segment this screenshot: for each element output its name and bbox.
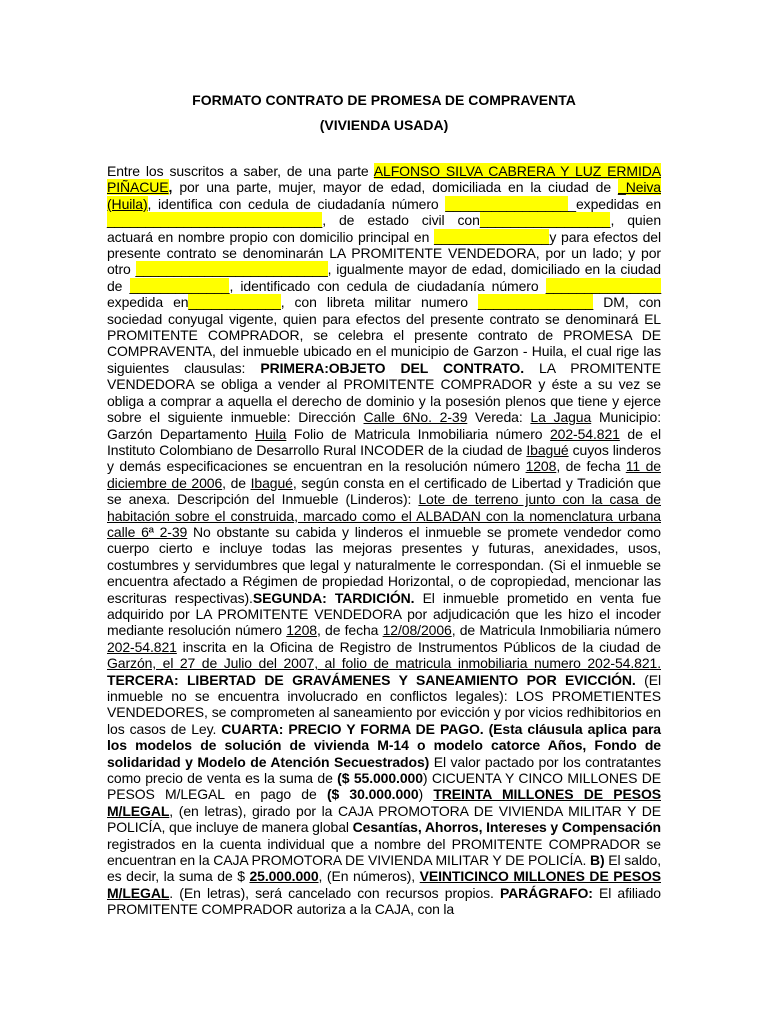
- contract-segment: ,: [168, 179, 173, 196]
- contract-segment: ALFONSO SILVA CABRERA Y LUZ ERMIDA PIÑACUE: [107, 163, 662, 196]
- contract-segment: , de Matricula Inmobiliaria número: [451, 622, 661, 639]
- contract-segment: TERCERA: LIBERTAD DE GRAVÁMENES Y SANEAMIENTO POR EVICCIÓN.: [107, 671, 636, 688]
- contract-segment: _expedidas en: [568, 195, 662, 212]
- contract-segment: , (en letras), girado por la CAJA PROMOTORA DE VIVIENDA MILITAR Y DE POLICÍA, que incluye de manera global: [107, 802, 661, 836]
- contract-segment: SEGUNDA: TARDICIÓN.: [252, 589, 415, 606]
- contract-segment: ____________________________: [107, 212, 323, 229]
- contract-segment: LA PROMITENTE VENDEDORA se obliga a vender al PROMITENTE COMPRADOR y éste a su vez se obliga a comprar a aquella el derecho de dominio y la posesión plenos que tiene y ejerce sobre el siguiente inmueble: Dirección: [107, 359, 661, 426]
- contract-segment: El valor pactado por los contratantes como precio de venta es la suma de: [107, 753, 661, 787]
- contract-segment: , (En números),: [318, 868, 420, 885]
- contract-segment: Garzón, el 27 de Julio del 2007, al folio de matricula inmobiliaria numero 202-54.821.: [107, 655, 661, 672]
- contract-segment: 12/08/2006: [382, 622, 452, 639]
- contract-segment: _______________: [434, 228, 550, 245]
- contract-segment: de el Instituto Colombiano de Desarrollo Rural INCODER de la ciudad de: [107, 425, 662, 458]
- contract-segment: No obstante su cabida y linderos el inmueble se promete vendedor como cuerpo cierto e incluye todas las mejoras presentes y futuras, anexidades, usos, costumbres y servidumbres que legal y naturalmente le correspondan. (Si el inmueble se encuentra afectado a Régimen de propiedad Horizontal, o de copropiedad, mencionar las escrituras respectivas).: [107, 523, 661, 606]
- contract-segment: Ibagué: [250, 474, 293, 491]
- contract-segment: registrados en la cuenta individual que a nombre del PROMITENTE COMPRADOR se encuentran en la CAJA PROMOTORA DE VIVIENDA MILITAR Y DE POLICÍA.: [107, 835, 661, 869]
- contract-segment: Ibagué: [526, 441, 569, 458]
- contract-segment: Huila: [254, 425, 287, 442]
- contract-segment: B): [590, 852, 605, 869]
- contract-segment: _______________: [477, 294, 594, 311]
- contract-segment: ____________: [188, 294, 281, 311]
- contract-segment: Lote de terreno junto con la casa de habitación sobre el construida, marcado como el ALBADAN con la nomenclatura urbana calle 6ª 2-39: [107, 491, 661, 540]
- contract-segment: , quien actuará en nombre propio con domicilio principal en: [107, 212, 661, 245]
- contract-segment: ($ 30.000.000: [326, 786, 419, 803]
- contract-segment: _Neiva (Huila): [107, 179, 661, 212]
- contract-segment: , de estado civil con: [322, 212, 480, 229]
- contract-segment: _________________: [479, 212, 611, 229]
- contract-segment: La Jagua: [530, 409, 592, 426]
- contract-segment: , de fecha: [556, 458, 626, 475]
- contract-segment: , identifica con cedula de ciudadanía número: [147, 195, 446, 212]
- contract-segment: 202-54.821: [107, 638, 177, 655]
- contract-body-text: [107, 163, 661, 918]
- contract-segment: El inmueble prometido en venta fue adquirido por LA PROMITENTE VENDEDORA por adjudicación que les hizo el incoder mediante resolución número: [107, 589, 661, 639]
- contract-segment: PRIMERA:OBJETO DEL CONTRATO.: [260, 359, 524, 376]
- contract-segment: DM, con sociedad conyugal vigente, quien para efectos del presente contrato se denominará EL PROMITENTE COMPRADOR, se celebra el presente contrato de PROMESA DE COMPRAVENTA, del inmueble ubicado en el municipio de Garzon - Huila, el cual rige las siguientes clausulas:: [107, 294, 661, 376]
- contract-segment: CUARTA: PRECIO Y FORMA DE PAGO. (Esta cláusula aplica para los modelos de solución de vivienda M-14 o modelo catorce Años, Fondo de solidaridad y Modelo de Atención Secuestrados): [107, 720, 661, 770]
- contract-segment: TREINTA MILLONES DE PESOS M/LEGAL: [107, 786, 661, 819]
- contract-segment: 202-54.821: [550, 425, 620, 442]
- contract-segment: expedida en: [107, 294, 189, 311]
- contract-segment: Municipio: Garzón Departamento: [107, 409, 661, 442]
- document-subtitle: (VIVIENDA USADA): [319, 117, 449, 133]
- contract-segment: inscrita en la Oficina de Registro de Instrumentos Públicos de la ciudad de: [176, 638, 661, 655]
- document-title: FORMATO CONTRATO DE PROMESA DE COMPRAVENTA: [192, 92, 576, 108]
- contract-segment: Folio de Matricula Inmobiliaria número: [286, 425, 550, 442]
- contract-segment: y para efectos del presente contrato se denominarán LA PROMITENTE VENDEDORA, por un lado; y por otro: [107, 228, 661, 278]
- contract-segment: ($ 55.000.000: [337, 770, 423, 787]
- contract-segment: 25.000.000: [249, 868, 319, 885]
- contract-segment: , de: [222, 474, 251, 491]
- contract-segment: Vereda:: [467, 409, 531, 426]
- contract-segment: 1208: [525, 458, 557, 475]
- contract-segment: El afiliado PROMITENTE COMPRADOR autoriza a la CAJA, con la: [107, 884, 661, 918]
- contract-segment: 11 de diciembre de 2006: [107, 458, 661, 491]
- contract-segment: _____________: [129, 277, 230, 294]
- contract-segment: El saldo, es decir, la suma de $: [107, 852, 661, 885]
- contract-segment: , de fecha: [316, 622, 383, 639]
- contract-segment: 1208: [286, 622, 317, 639]
- contract-segment: VEINTICINCO MILLONES DE PESOS M/LEGAL: [107, 868, 661, 901]
- contract-segment: _________________________: [135, 261, 328, 278]
- contract-segment: PARÁGRAFO:: [499, 884, 593, 901]
- contract-segment: ________________: [445, 195, 569, 212]
- contract-segment: Cesantías, Ahorros, Intereses y Compensación: [352, 819, 661, 836]
- contract-segment: , identificado con cedula de ciudadanía número: [229, 277, 546, 294]
- contract-segment: ) CICUENTA Y CINCO MILLONES DE PESOS M/LEGAL en pago de: [107, 770, 661, 803]
- contract-segment: Calle 6No. 2-39: [363, 409, 468, 426]
- contract-segment: . (En letras), será cancelado con recursos propios.: [169, 884, 500, 901]
- contract-segment: (El inmueble no se encuentra involucrado en conflictos legales): LOS PROMETIENTES VENDEDORES, se comprometen al saneamiento por evicción y por vicios redhibitorios en los casos de Ley.: [107, 671, 661, 737]
- contract-segment: por una parte, mujer, mayor de edad, domiciliada en la ciudad de: [172, 179, 619, 196]
- contract-segment: ): [418, 786, 434, 803]
- contract-segment: , igualmente mayor de edad, domiciliado en la ciudad de: [107, 261, 661, 294]
- contract-segment: cuyos linderos y demás especificaciones se encuentran en la resolución número: [107, 441, 661, 475]
- contract-segment: Entre los suscritos a saber, de una parte: [107, 163, 374, 179]
- contract-segment: , con libreta militar numero: [280, 294, 478, 311]
- contract-segment: _______________: [545, 277, 662, 294]
- contract-segment: , según consta en el certificado de Libertad y Tradición que se anexa. Descripción del Inmueble (Linderos):: [107, 474, 661, 508]
